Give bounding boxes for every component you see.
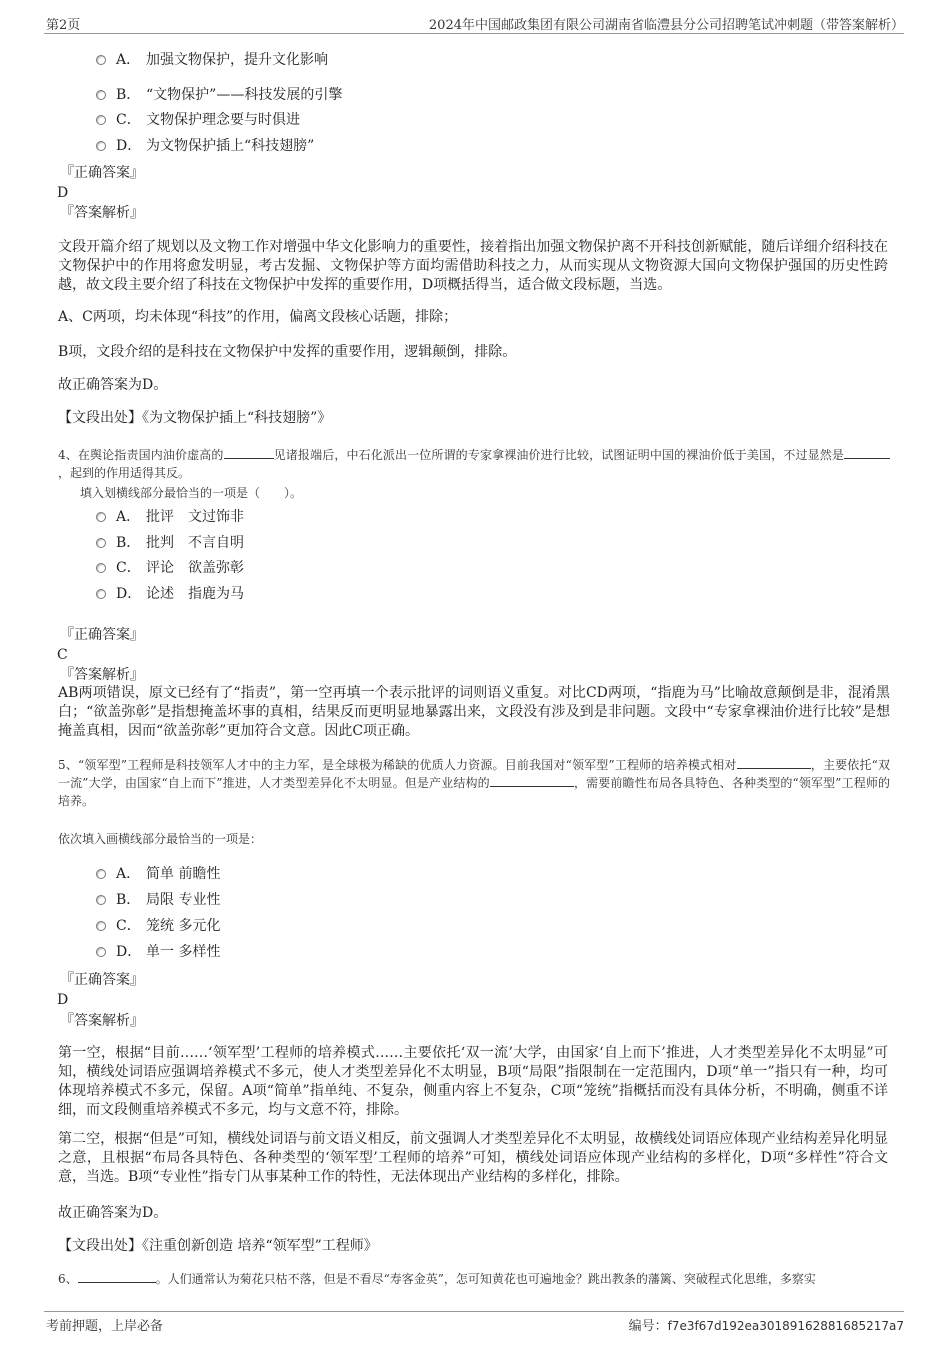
q5-analysis-label: 『答案解析』 bbox=[60, 1013, 144, 1029]
document-title: 2024年中国邮政集团有限公司湖南省临澧县分公司招聘笔试冲刺题（带答案解析） bbox=[428, 18, 904, 33]
q4-answer: C bbox=[57, 647, 68, 663]
q3-option-b[interactable]: B． “文物保护”——科技发展的引擎 bbox=[96, 85, 342, 105]
q5-prompt: 依次填入画横线部分最恰当的一项是： bbox=[58, 832, 263, 846]
page-number: 第2页 bbox=[46, 18, 81, 33]
radio-icon[interactable] bbox=[96, 141, 106, 151]
q3-answer: D bbox=[57, 185, 69, 201]
radio-icon[interactable] bbox=[96, 90, 106, 100]
q6-stem: 6、 。人们通常认为菊花只枯不落，但是不看尽“寿客金英”，怎可知黄花也可遍地金？跳出教条的藩篱、突破程式化思维，多察实 bbox=[58, 1272, 816, 1286]
q4-option-b[interactable]: B． 批判 不言自明 bbox=[96, 533, 244, 553]
footer-divider bbox=[44, 1311, 904, 1312]
header-divider bbox=[44, 33, 904, 34]
document-code: 编号：f7e3f67d192ea30189162881685217a7 bbox=[628, 1319, 904, 1334]
radio-icon[interactable] bbox=[96, 563, 106, 573]
q5-option-a[interactable]: A． 简单 前瞻性 bbox=[96, 864, 220, 884]
q5-analysis-p3: 故正确答案为D。 bbox=[58, 1205, 168, 1221]
radio-icon[interactable] bbox=[96, 538, 106, 548]
footer-slogan: 考前押题，上岸必备 bbox=[46, 1319, 164, 1334]
q4-option-a[interactable]: A． 批评 文过饰非 bbox=[96, 507, 244, 527]
q3-analysis-p4: 故正确答案为D。 bbox=[58, 377, 168, 393]
q4-analysis: AB两项错误，原文已经有了“指责”，第一空再填一个表示批评的词则语义重复。对比CD两项，“指鹿为马”比喻故意颠倒是非，混淆黑白；“欲盖弥彰”是指想掩盖坏事的真相，结果反而更明显地暴露出来，文段没有涉及到是非问题。文段中“专家拿裸油价进行比较”是想掩盖真相，因而“欲盖弥彰”更加符合文意。因此C项正确。 bbox=[58, 685, 890, 739]
q5-stem: 5、“领军型”工程师是科技领军人才中的主力军，是全球极为稀缺的优质人力资源。目前我国对“领军型”工程师的培养模式相对 ，主要依托“双一流”大学，由国家“自上而下”推进，人才类型差异化不太明显。但是产业结构的 ，需要前瞻性布局各具特色、各种类型的“领军型”工程师的培养。 bbox=[58, 758, 890, 808]
q4-prompt: 填入划横线部分最恰当的一项是（ ）。 bbox=[80, 486, 303, 500]
radio-icon[interactable] bbox=[96, 115, 106, 125]
q3-analysis-p3: B项，文段介绍的是科技在文物保护中发挥的重要作用，逻辑颠倒，排除。 bbox=[58, 344, 517, 360]
radio-icon[interactable] bbox=[96, 921, 106, 931]
radio-icon[interactable] bbox=[96, 589, 106, 599]
radio-icon[interactable] bbox=[96, 55, 106, 65]
q5-analysis-p1: 第一空，根据“目前……‘领军型’工程师的培养模式……主要依托‘双一流’大学，由国家‘自上而下’推进，人才类型差异化不太明显”可知，横线处词语应强调培养模式不多元，使人才类型差异化不太明显，B项“局限”指限制在一定范围内，D项“单一”指只有一种，均可体现培养模式不多元，保留。A项“简单”指单纯、不复杂，侧重内容上不复杂，C项“笼统”指概括而没有具体分析，不明确，侧重不详细，而文段侧重培养模式不多元，均与文意不符，排除。 bbox=[58, 1045, 888, 1118]
q3-option-c[interactable]: C． 文物保护理念要与时俱进 bbox=[96, 110, 300, 130]
radio-icon[interactable] bbox=[96, 869, 106, 879]
radio-icon[interactable] bbox=[96, 895, 106, 905]
q5-answer-label: 『正确答案』 bbox=[60, 972, 144, 988]
q4-stem: 4、在舆论指责国内油价虚高的 见诸报端后，中石化派出一位所谓的专家拿裸油价进行比较，试图证明中国的裸油价低于美国，不过显然是，起到的作用适得其反。 bbox=[58, 446, 890, 482]
q5-source: 【文段出处】《注重创新创造 培养“领军型”工程师》 bbox=[58, 1238, 378, 1254]
q5-answer: D bbox=[57, 992, 69, 1008]
q3-source: 【文段出处】《为文物保护插上“科技翅膀”》 bbox=[58, 410, 332, 426]
q5-option-d[interactable]: D． 单一 多样性 bbox=[96, 942, 220, 962]
q5-analysis-p2: 第二空，根据“但是”可知，横线处词语与前文语义相反，前文强调人才类型差异化不太明显，故横线处词语应体现产业结构差异化明显之意，且根据“布局各具特色、各种类型的‘领军型’工程师的培养”可知，横线处词语应体现产业结构的多样化，D项“多样性”符合文意，当选。B项“专业性”指专门从事某种工作的特性，无法体现出产业结构的多样化，排除。 bbox=[58, 1131, 888, 1185]
q5-option-c[interactable]: C． 笼统 多元化 bbox=[96, 916, 220, 936]
q3-answer-label: 『正确答案』 bbox=[60, 165, 144, 181]
q5-option-b[interactable]: B． 局限 专业性 bbox=[96, 890, 220, 910]
q4-analysis-label: 『答案解析』 bbox=[60, 667, 144, 683]
q3-analysis-p1: 文段开篇介绍了规划以及文物工作对增强中华文化影响力的重要性，接着指出加强文物保护离不开科技创新赋能，随后详细介绍科技在文物保护中的作用将愈发明显，考古发掘、文物保护等方面均需借助科技之力，从而实现从文物资源大国向文物保护强国的历史性跨越，故文段主要介绍了科技在文物保护中发挥的重要作用，D项概括得当，适合做文段标题，当选。 bbox=[58, 239, 888, 293]
q3-option-d[interactable]: D． 为文物保护插上“科技翅膀” bbox=[96, 136, 314, 156]
q4-answer-label: 『正确答案』 bbox=[60, 627, 144, 643]
radio-icon[interactable] bbox=[96, 512, 106, 522]
q4-option-c[interactable]: C． 评论 欲盖弥彰 bbox=[96, 558, 244, 578]
q3-option-a[interactable]: A． 加强文物保护，提升文化影响 bbox=[96, 50, 328, 70]
q3-analysis-p2: A、C两项，均未体现“科技”的作用，偏离文段核心话题，排除； bbox=[58, 309, 458, 325]
radio-icon[interactable] bbox=[96, 947, 106, 957]
q4-option-d[interactable]: D． 论述 指鹿为马 bbox=[96, 584, 244, 604]
q3-analysis-label: 『答案解析』 bbox=[60, 205, 144, 221]
